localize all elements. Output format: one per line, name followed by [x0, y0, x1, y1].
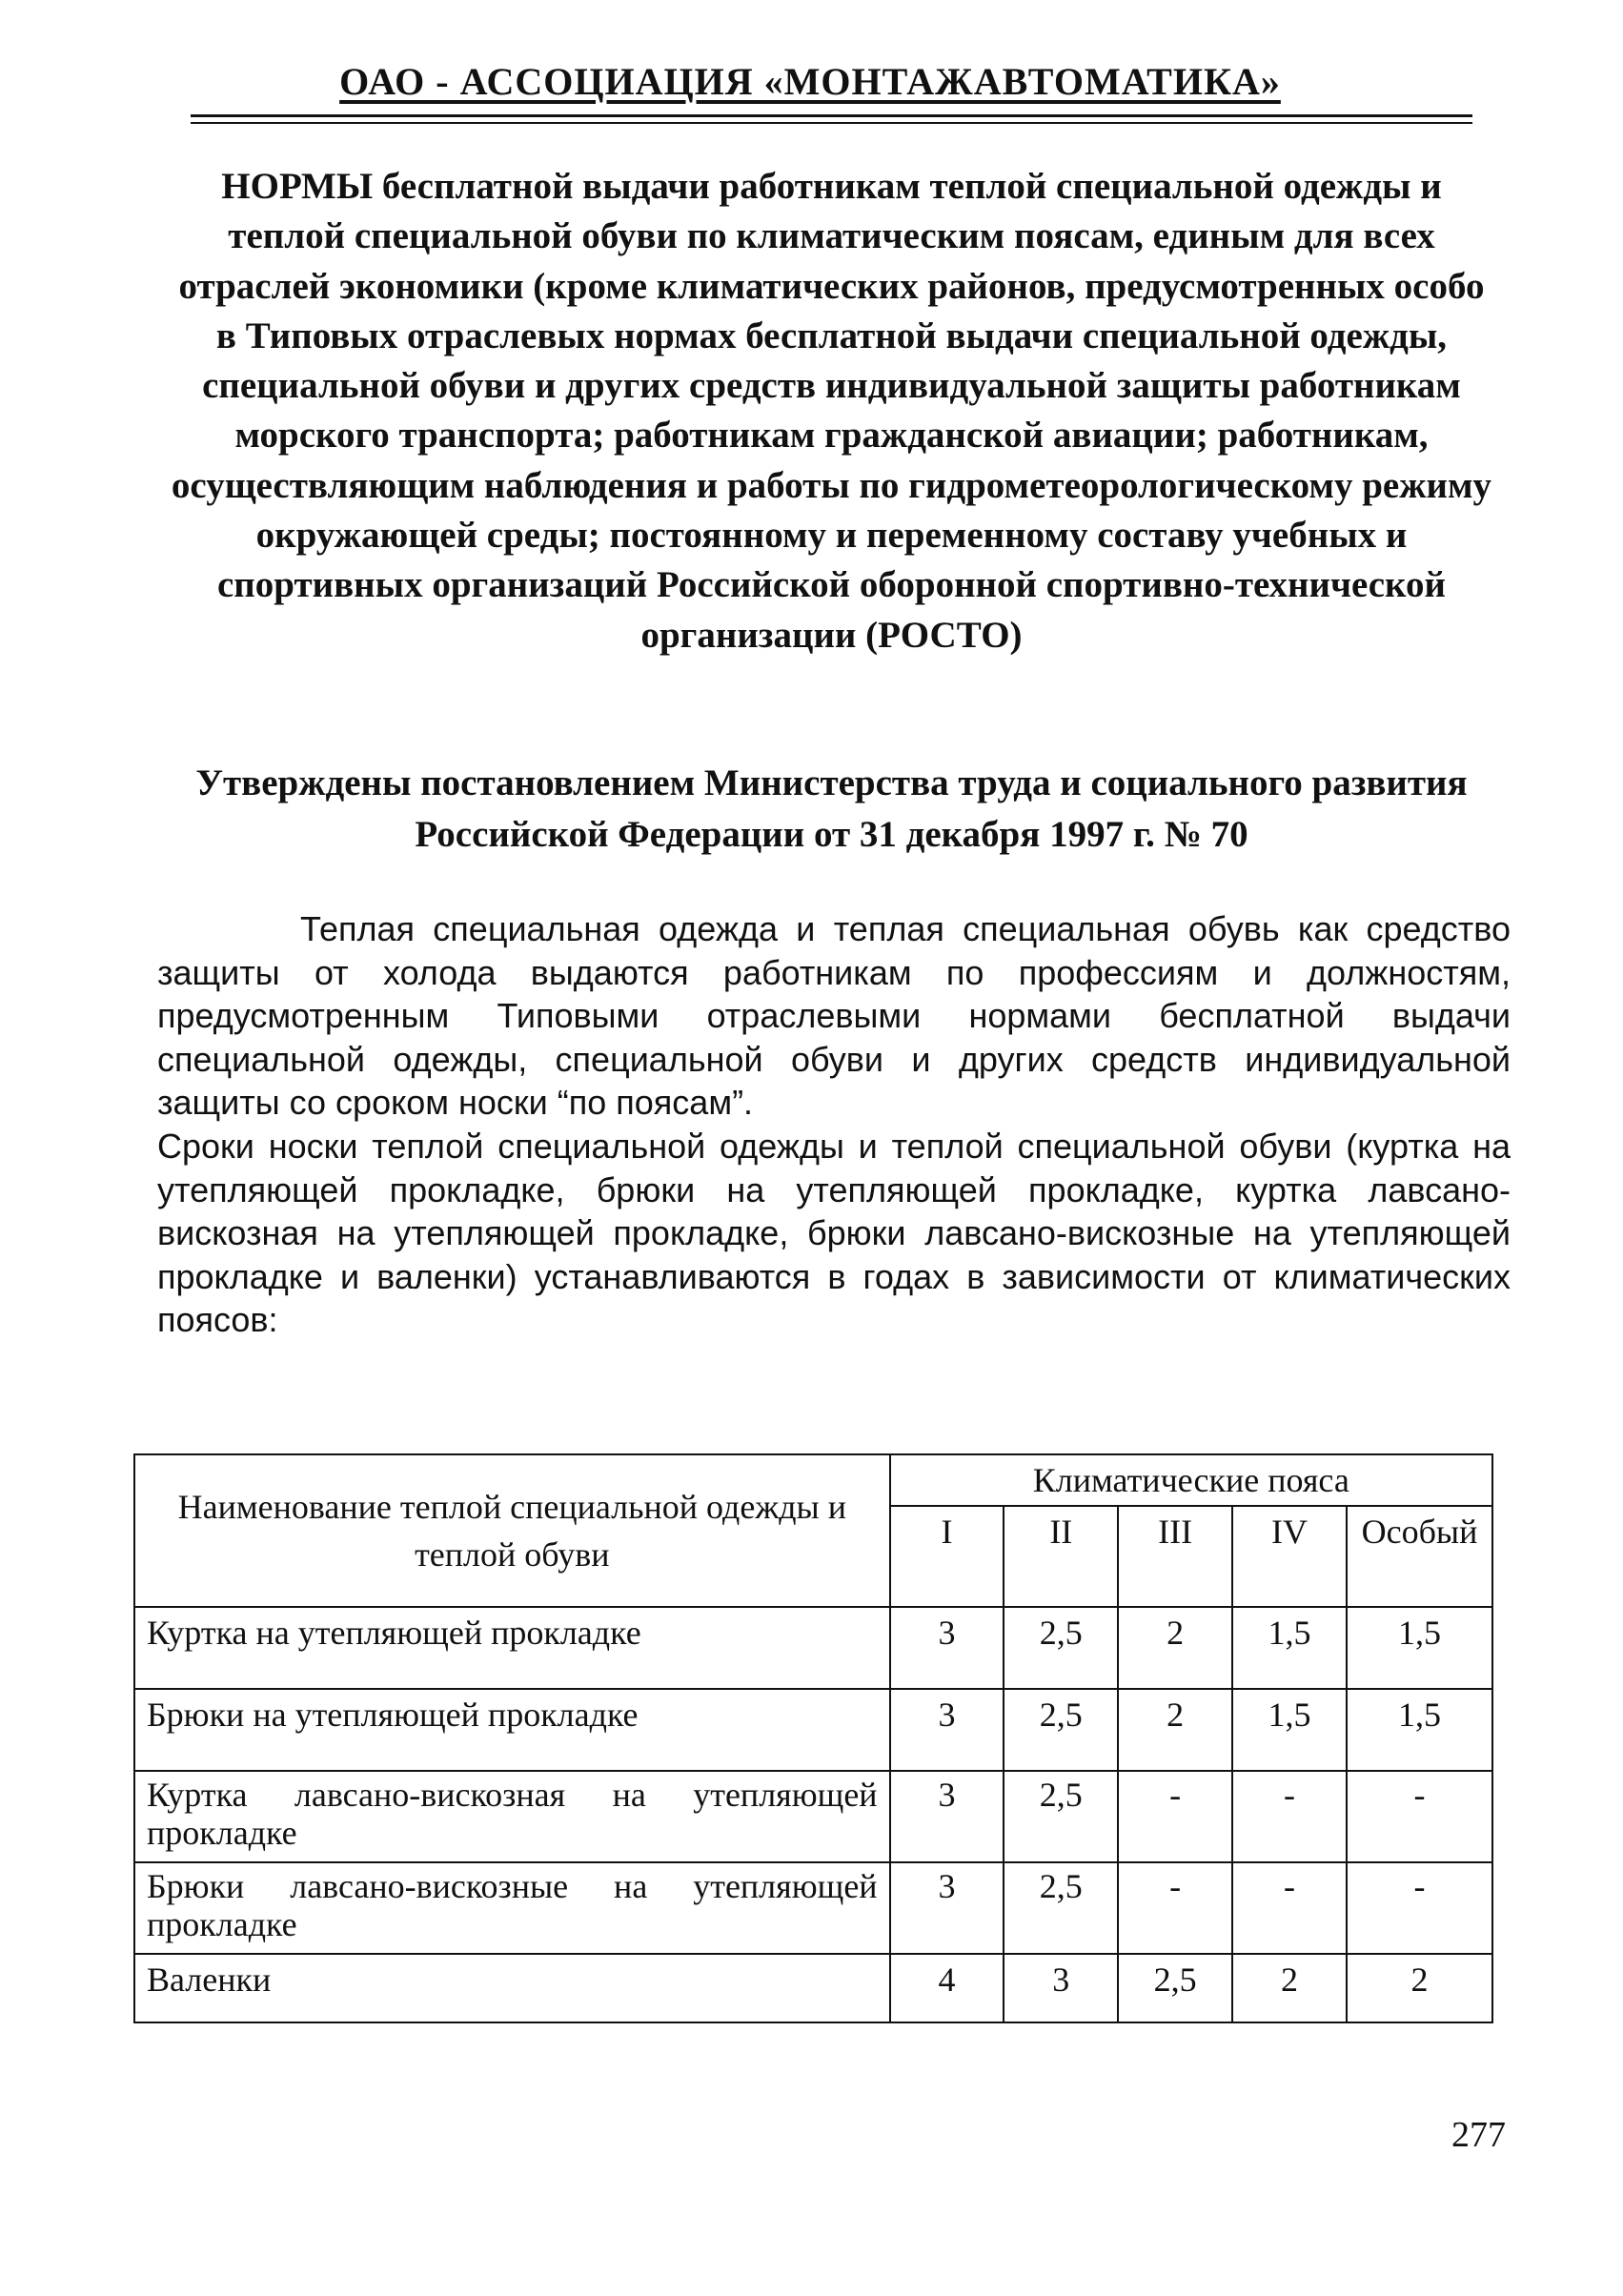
- value-cell: -: [1232, 1862, 1347, 1954]
- zone-header-4: IV: [1232, 1506, 1347, 1607]
- header-rule-thick: [191, 114, 1472, 117]
- table-row: [134, 1771, 1492, 1862]
- value-cell: 2: [1118, 1689, 1232, 1771]
- item-name: Брюки лавсано-вискозные на утепляющей прокладке: [134, 1862, 890, 1954]
- value-cell: -: [1118, 1862, 1232, 1954]
- zone-header-special: Особый: [1347, 1506, 1492, 1607]
- value-cell: 3: [890, 1607, 1004, 1689]
- value-cell: -: [1232, 1771, 1347, 1862]
- value-cell: 1,5: [1232, 1607, 1347, 1689]
- value-cell: 2: [1232, 1954, 1347, 2022]
- zone-header-1: I: [890, 1506, 1004, 1607]
- value-cell: 2,5: [1004, 1862, 1118, 1954]
- value-cell: 3: [890, 1771, 1004, 1862]
- paragraph-1: Теплая специальная одежда и теплая специальная обувь как средство защиты от холода выдаются работникам по профессиям и должностям, предусмотренным Типовыми отраслевыми нормами бесплатной выдачи специальной одежды, специальной обуви и других средств индивидуальной защиты со сроком носки “по поясам”.: [157, 909, 1511, 1123]
- page-number: 277: [1451, 2115, 1506, 2155]
- value-cell: 4: [890, 1954, 1004, 2022]
- value-cell: 3: [890, 1689, 1004, 1771]
- zone-header-2: II: [1004, 1506, 1118, 1607]
- value-cell: 1,5: [1347, 1607, 1492, 1689]
- value-cell: 2,5: [1004, 1771, 1118, 1862]
- norms-title: НОРМЫ бесплатной выдачи работникам теплой специальной одежды и теплой специальной обуви по климатическим поясам, единым для всех отраслей экономики (кроме климатических районов, предусмотренных особо в Типовых отраслевых нормах бесплатной выдачи специальной одежды, специальной обуви и других средств индивидуальной защиты работникам морского транспорта; работникам гражданской авиации; работникам, осуществляющим наблюдения и работы по гидрометеорологическому режиму окружающей среды; постоянному и переменному составу учебных и спортивных организаций Российской оборонной спортивно-технической организации (РОСТО): [171, 166, 1492, 656]
- wear-periods-table: [133, 1453, 1493, 2023]
- table-header-name: Наименование теплой специальной одежды и теплой обуви: [134, 1454, 890, 1607]
- paragraph-2: Сроки носки теплой специальной одежды и теплой специальной обуви (куртка на утепляющей прокладке, брюки на утепляющей прокладке, куртка лавсано-вискозная на утепляющей прокладке, брюки лавсано-вискозные на утепляющей прокладке и валенки) устанавливаются в годах в зависимости от климатических поясов:: [157, 1126, 1511, 1340]
- table-header-zones: Климатические пояса: [890, 1454, 1492, 1506]
- item-name: Валенки: [134, 1954, 890, 2022]
- organization-header: ОАО - АССОЦИАЦИЯ «МОНТАЖАВТОМАТИКА»: [339, 60, 1281, 103]
- value-cell: 2,5: [1004, 1607, 1118, 1689]
- body-text: [157, 907, 1511, 1342]
- value-cell: 2: [1347, 1954, 1492, 2022]
- table-row: [134, 1862, 1492, 1954]
- table-row: [134, 1689, 1492, 1771]
- table-row: [134, 1607, 1492, 1689]
- table-row: [134, 1954, 1492, 2022]
- value-cell: 3: [890, 1862, 1004, 1954]
- value-cell: 2,5: [1004, 1689, 1118, 1771]
- value-cell: 1,5: [1232, 1689, 1347, 1771]
- value-cell: 3: [1004, 1954, 1118, 2022]
- value-cell: 2,5: [1118, 1954, 1232, 2022]
- value-cell: -: [1347, 1771, 1492, 1862]
- zone-header-3: III: [1118, 1506, 1232, 1607]
- item-name: Брюки на утепляющей прокладке: [134, 1689, 890, 1771]
- value-cell: 1,5: [1347, 1689, 1492, 1771]
- header-rule-thin: [191, 122, 1472, 124]
- value-cell: -: [1118, 1771, 1232, 1862]
- value-cell: -: [1347, 1862, 1492, 1954]
- value-cell: 2: [1118, 1607, 1232, 1689]
- item-name: Куртка на утепляющей прокладке: [134, 1607, 890, 1689]
- approval-statement: Утверждены постановлением Министерства труда и социального развития Российской Федерации от 31 декабря 1997 г. № 70: [195, 762, 1468, 855]
- item-name: Куртка лавсано-вискозная на утепляющей прокладке: [134, 1771, 890, 1862]
